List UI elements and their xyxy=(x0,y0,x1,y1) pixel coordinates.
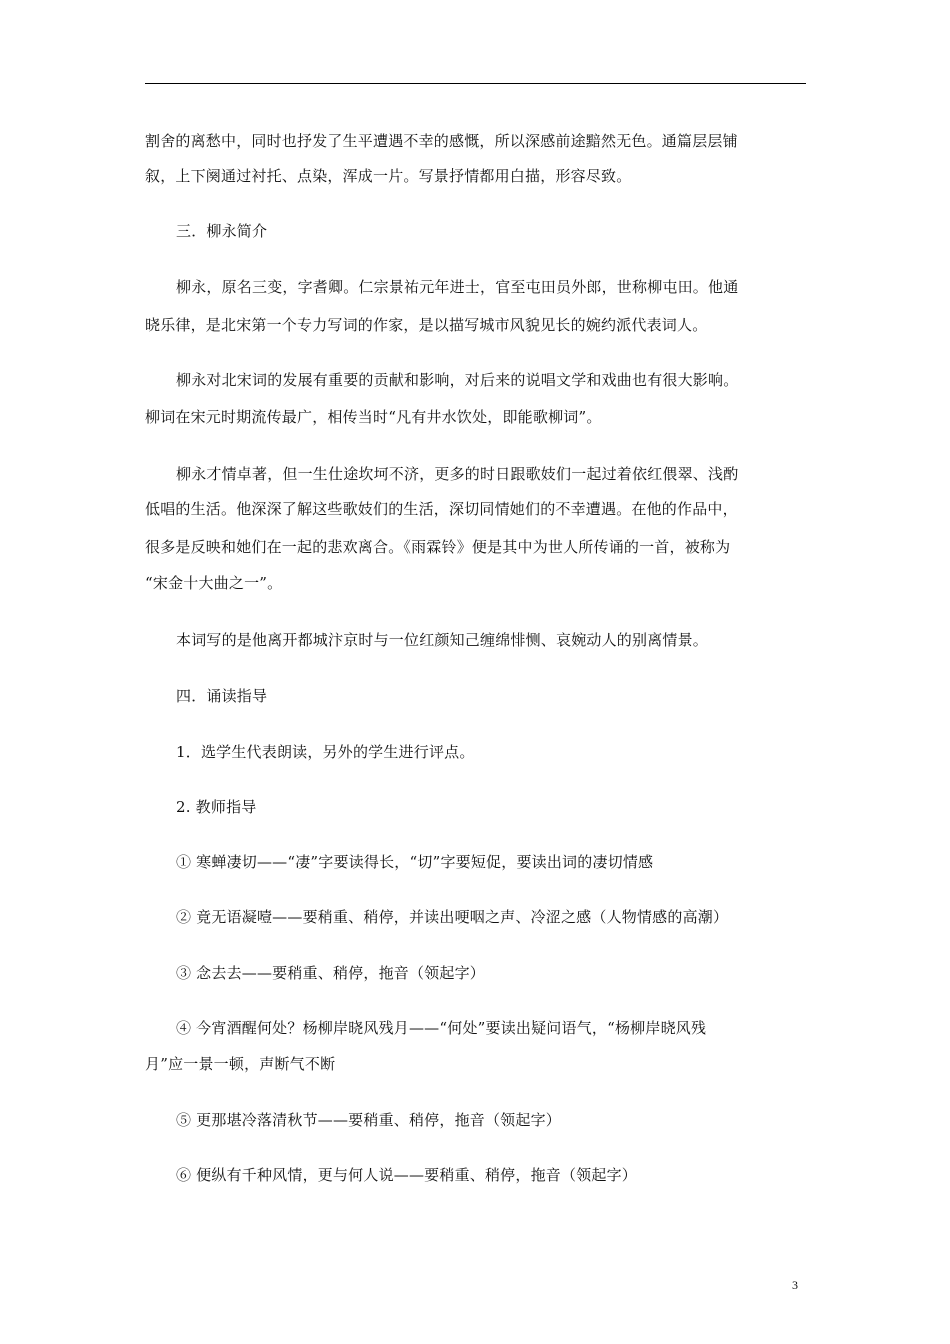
list-item: ⑥ 便纵有千种风情，更与何人说——要稍重、稍停，拖音（领起字） xyxy=(176,1166,637,1184)
section-heading: 四．诵读指导 xyxy=(176,687,268,705)
page-number: 3 xyxy=(792,1278,798,1292)
list-item: ③ 念去去——要稍重、稍停，拖音（领起字） xyxy=(176,964,485,982)
section-heading: 三．柳永简介 xyxy=(176,222,268,240)
body-text-line: 低唱的生活。他深深了解这些歌妓们的生活，深切同情她们的不幸遭遇。在他的作品中， xyxy=(145,500,738,518)
body-text-line: 本词写的是他离开都城汴京时与一位红颜知己缠绵悱恻、哀婉动人的别离情景。 xyxy=(176,631,709,649)
header-rule xyxy=(145,83,806,84)
body-text-line: 柳永对北宋词的发展有重要的贡献和影响，对后来的说唱文学和戏曲也有很大影响。 xyxy=(176,371,739,389)
list-item: ④ 今宵酒醒何处？杨柳岸晓风残月——“何处”要读出疑问语气，“杨柳岸晓风残 xyxy=(176,1019,707,1037)
list-item: ⑤ 更那堪冷落清秋节——要稍重、稍停，拖音（领起字） xyxy=(176,1111,561,1129)
list-item: ② 竟无语凝噎——要稍重、稍停，并读出哽咽之声、冷涩之感（人物情感的高潮） xyxy=(176,908,729,926)
list-item-continuation: 月”应一景一顿，声断气不断 xyxy=(145,1055,336,1073)
list-item: 1．选学生代表朗读，另外的学生进行评点。 xyxy=(176,743,475,761)
body-text-line: 晓乐律，是北宋第一个专力写词的作家，是以描写城市风貌见长的婉约派代表词人。 xyxy=(145,316,708,334)
list-item: 2. 教师指导 xyxy=(176,798,257,816)
list-item: ① 寒蝉凄切——“凄”字要读得长，“切”字要短促，要读出词的凄切情感 xyxy=(176,853,654,871)
body-text-line: 柳词在宋元时期流传最广，相传当时“凡有井水饮处，即能歌柳词”。 xyxy=(145,408,602,426)
body-text-line: 柳永才情卓著，但一生仕途坎坷不济，更多的时日跟歌妓们一起过着依红偎翠、浅酌 xyxy=(176,465,739,483)
body-text-line: 很多是反映和她们在一起的悲欢离合。《雨霖铃》便是其中为世人所传诵的一首，被称为 xyxy=(145,538,731,556)
body-text-line: 叙，上下阕通过衬托、点染，浑成一片。写景抒情都用白描，形容尽致。 xyxy=(145,167,632,185)
body-text-line: 柳永，原名三变，字耆卿。仁宗景祐元年进士，官至屯田员外郎，世称柳屯田。他通 xyxy=(176,278,739,296)
body-text-line: “宋金十大曲之一”。 xyxy=(145,574,283,592)
body-text-line: 割舍的离愁中，同时也抒发了生平遭遇不幸的感慨，所以深感前途黯然无色。通篇层层铺 xyxy=(145,132,738,150)
